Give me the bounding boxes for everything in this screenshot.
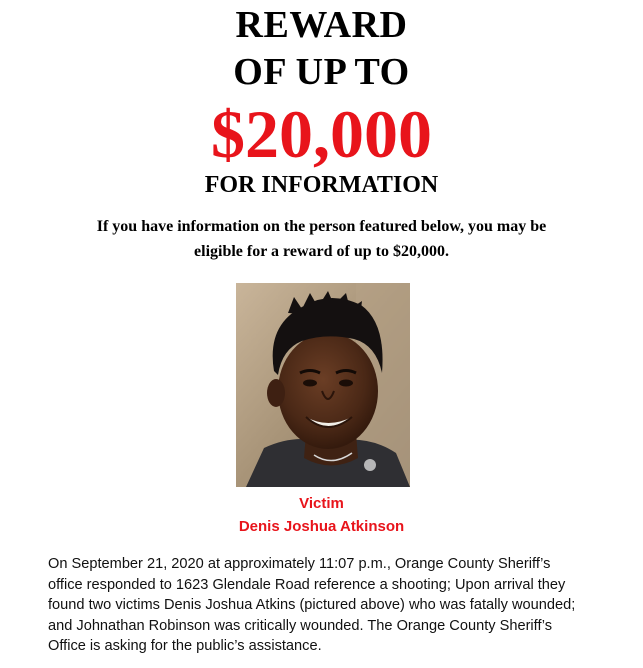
- body-line-2: office responded to 1623 Glendale Road reference a shooting; Upon arrival they: [48, 576, 566, 593]
- victim-photo: [236, 283, 410, 487]
- headline-for-information: FOR INFORMATION: [204, 172, 439, 198]
- victim-label: Victim: [299, 495, 344, 512]
- intro-line-2: eligible for a reward of up to $20,000.: [194, 243, 449, 260]
- body-line-1: On September 21, 2020 at approximately 11:07 p.m., Orange County Sheriff’s: [48, 556, 551, 572]
- body-line-3: found two victims Denis Joshua Atkins (pictured above) who was fatally wounded;: [48, 597, 576, 613]
- headline-reward: REWARD: [235, 4, 408, 46]
- body-line-4: and Johnathan Robinson was critically wounded. The Orange County Sheriff’s: [48, 617, 553, 634]
- incident-description: [48, 554, 633, 657]
- body-line-5: Office is asking for the public’s assistance.: [48, 638, 322, 654]
- headline-of-up-to: OF UP TO: [233, 51, 410, 93]
- intro-line-1: If you have information on the person featured below, you may be: [96, 218, 547, 235]
- intro-text: [40, 214, 603, 264]
- victim-name: Denis Joshua Atkinson: [238, 518, 405, 535]
- reward-amount: $20,000: [211, 96, 432, 172]
